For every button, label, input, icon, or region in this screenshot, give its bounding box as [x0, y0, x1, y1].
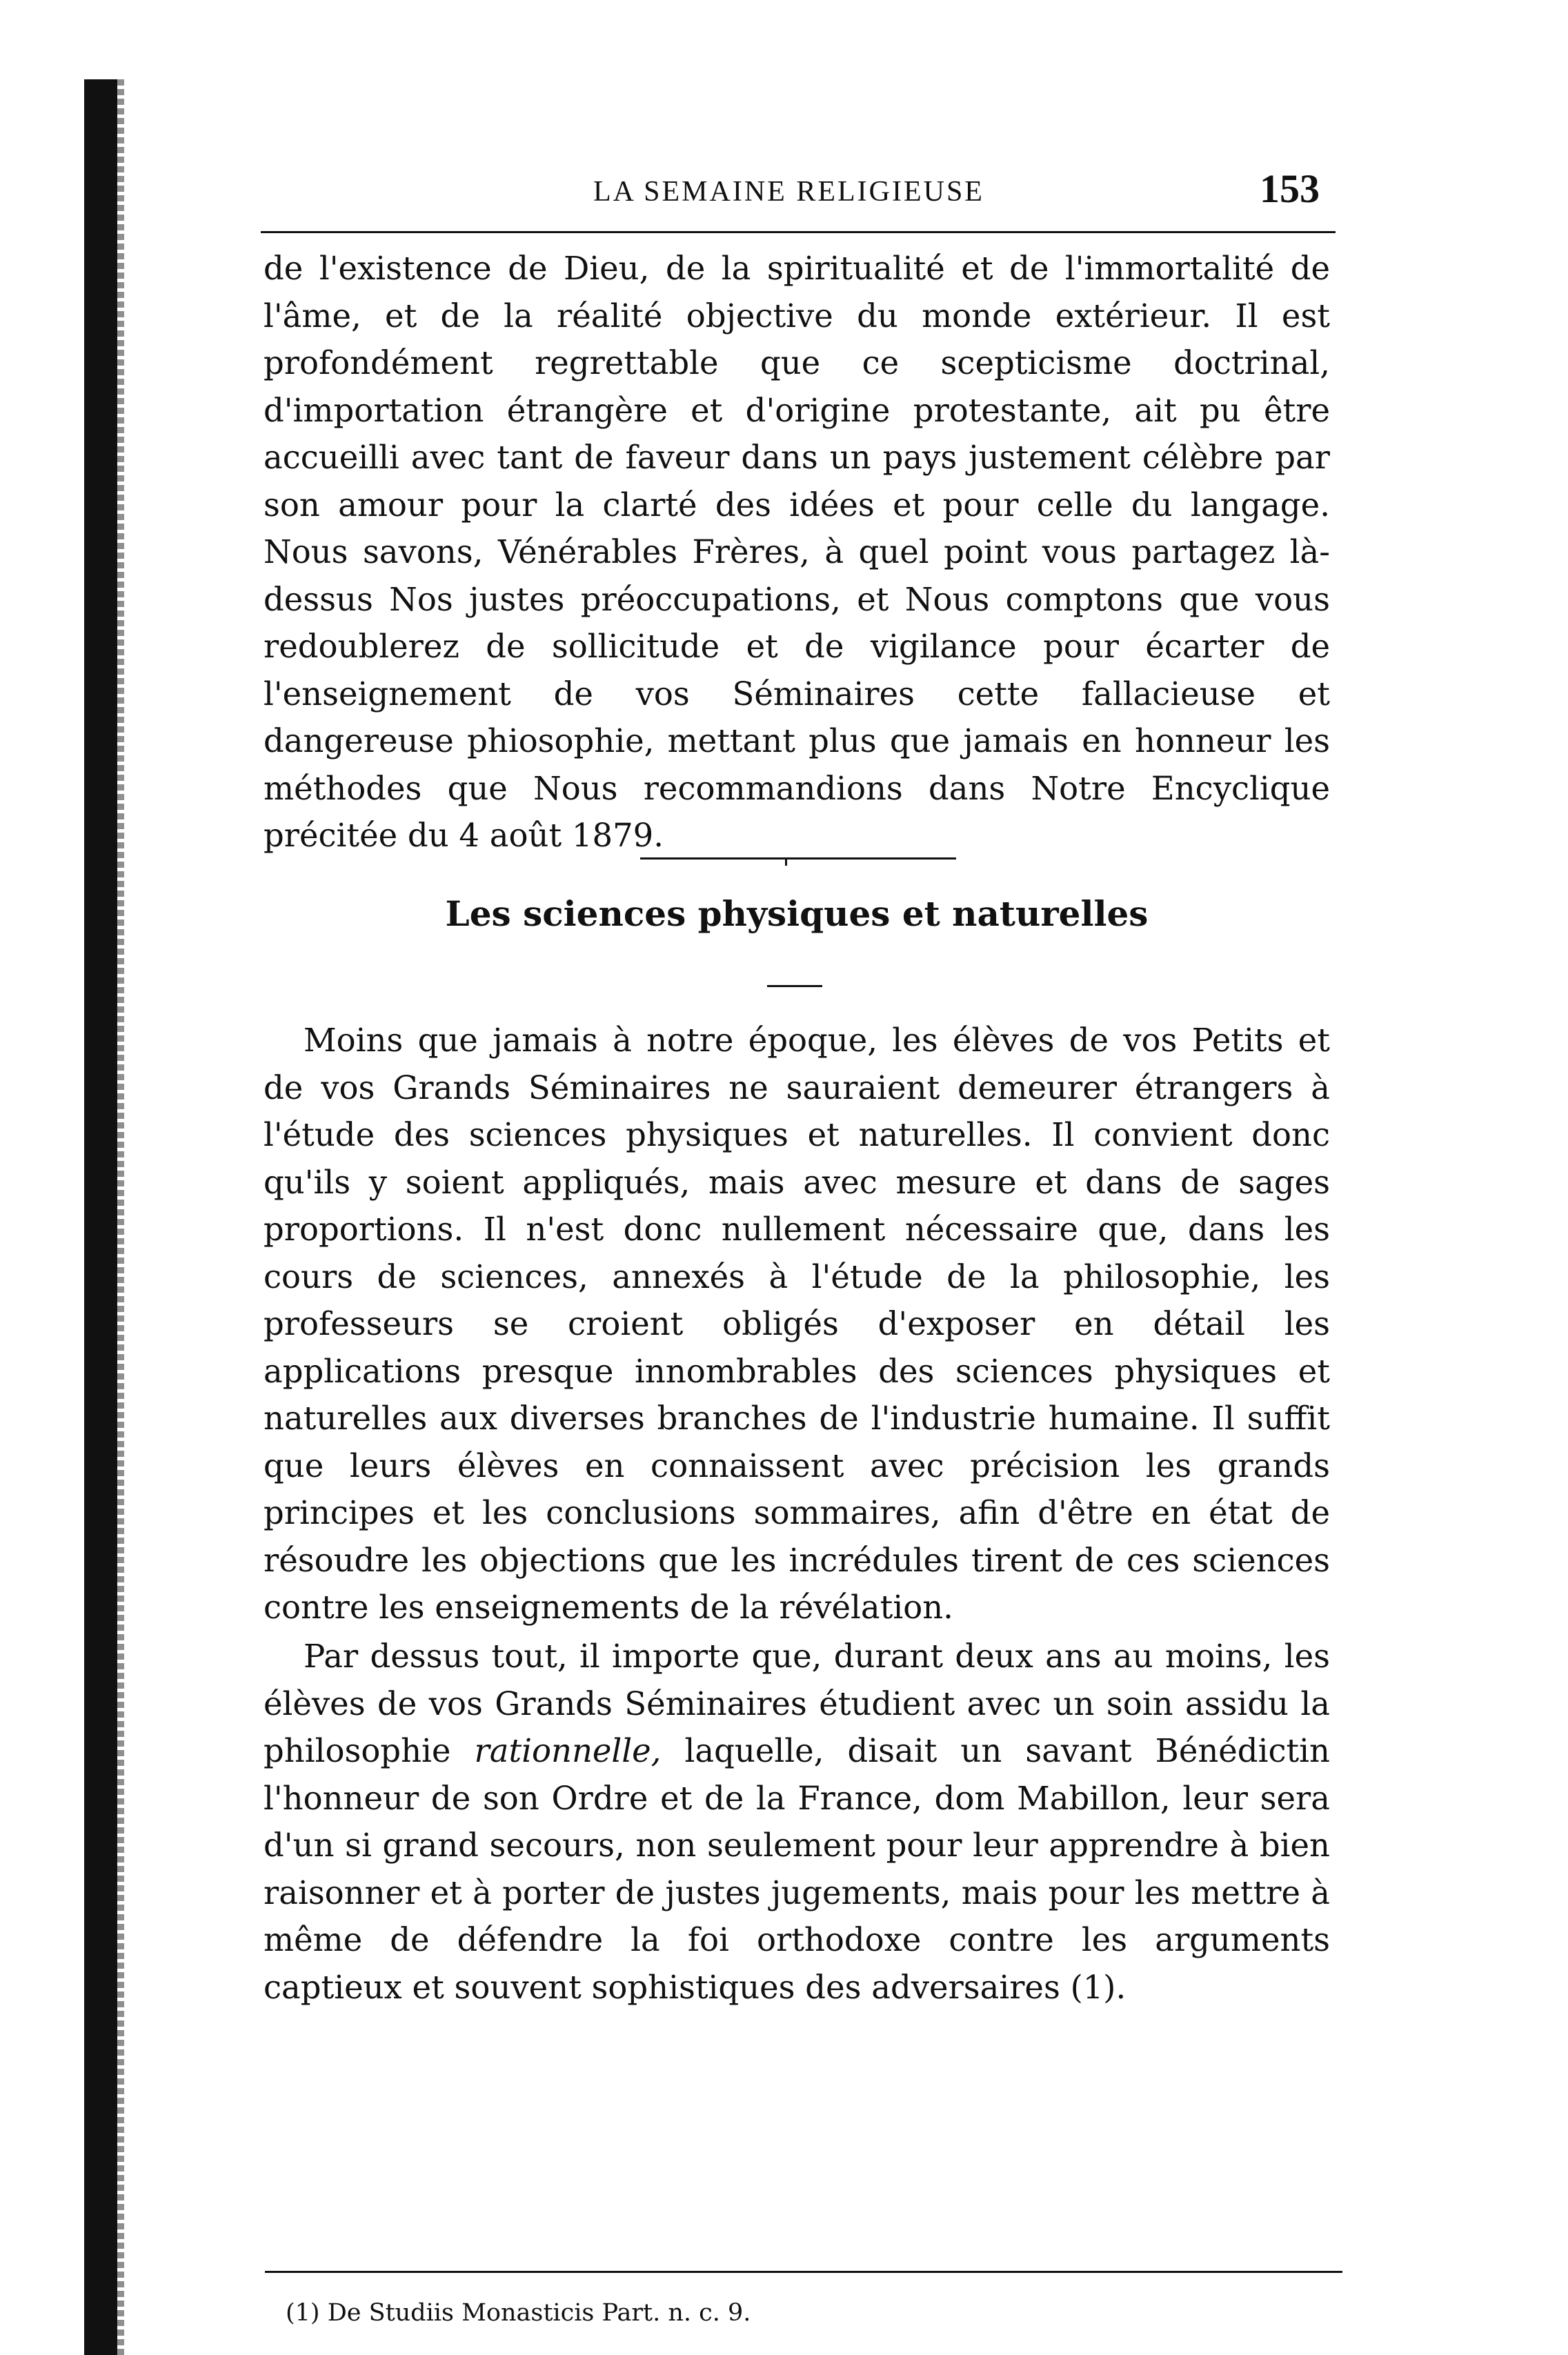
paragraph-2-text: Moins que jamais à notre époque, les élèves de vos Petits et de vos Grands Séminaires ne sauraient demeurer étrangers à l'étude des sciences physiques et naturelles. Il convient donc qu'ils y soient appliqués, mais avec mesure et dans de sages proportions. Il n'est donc nullement nécessaire que, dans les cours de sciences, annexés à l'étude de la philosophie, les professeurs se croient obligés d'exposer en détail les applications presque innombrables des sciences physiques et naturelles aux diverses branches de l'industrie humaine. Il suffit que leurs élèves en connaissent avec précision les grands principes et les conclusions sommaires, afin d'être en état de résoudre les objections que les incrédules tirent de ces sciences contre les enseignements de la révélation. [264, 1022, 1330, 1626]
italic-term: rationnelle, [474, 1732, 662, 1769]
paragraph-3 [264, 1633, 1330, 2011]
section-title-rule [767, 985, 822, 987]
section-title: Les sciences physiques et naturelles [445, 893, 1149, 934]
paragraph-2 [264, 1017, 1330, 1631]
paragraph-1: de l'existence de Dieu, de la spiritualité et de l'immortalité de l'âme, et de la réalité objective du monde extérieur. Il est profondément regrettable que ce scepticisme doctrinal, d'importation étrangère et d'origine protestante, ait pu être accueilli avec tant de faveur dans un pays justement célèbre par son amour pour la clarté des idées et pour celle du langage. Nous savons, Vénérables Frères, à quel point vous partagez là-dessus Nos justes préoccupations, et Nous comptons que vous redoublerez de sollicitude et de vigilance pour écarter de l'enseignement de vos Séminaires cette fallacieuse et dangereuse phiosophie, mettant plus que jamais en honneur les méthodes que Nous recommandions dans Notre Encyclique précitée du 4 août 1879. [264, 250, 1330, 854]
running-title: LA SEMAINE RELIGIEUSE [593, 176, 984, 208]
footnote-rule [265, 2271, 1342, 2273]
footnote: (1) De Studiis Monasticis Part. n. c. 9. [286, 2299, 751, 2327]
section-separator-tick [785, 857, 787, 866]
section-separator [640, 857, 956, 859]
paragraph-3-text-a: Par dessus tout, il importe que, durant deux ans au moins, les élèves de vos Grands Séminaires étudient avec un soin assidu la philosophie [264, 1638, 1330, 1769]
header-rule [261, 231, 1336, 233]
page-number: 153 [1260, 166, 1320, 211]
paragraph-3-text-b: laquelle, disait un savant Bénédictin l'honneur de son Ordre et de la France, dom Mabillon, leur sera d'un si grand secours, non seulement pour leur apprendre à bien raisonner et à porter de justes jugements, mais pour les mettre à même de défendre la foi orthodoxe contre les arguments captieux et souvent sophistiques des adversaires (1). [264, 1732, 1330, 2006]
